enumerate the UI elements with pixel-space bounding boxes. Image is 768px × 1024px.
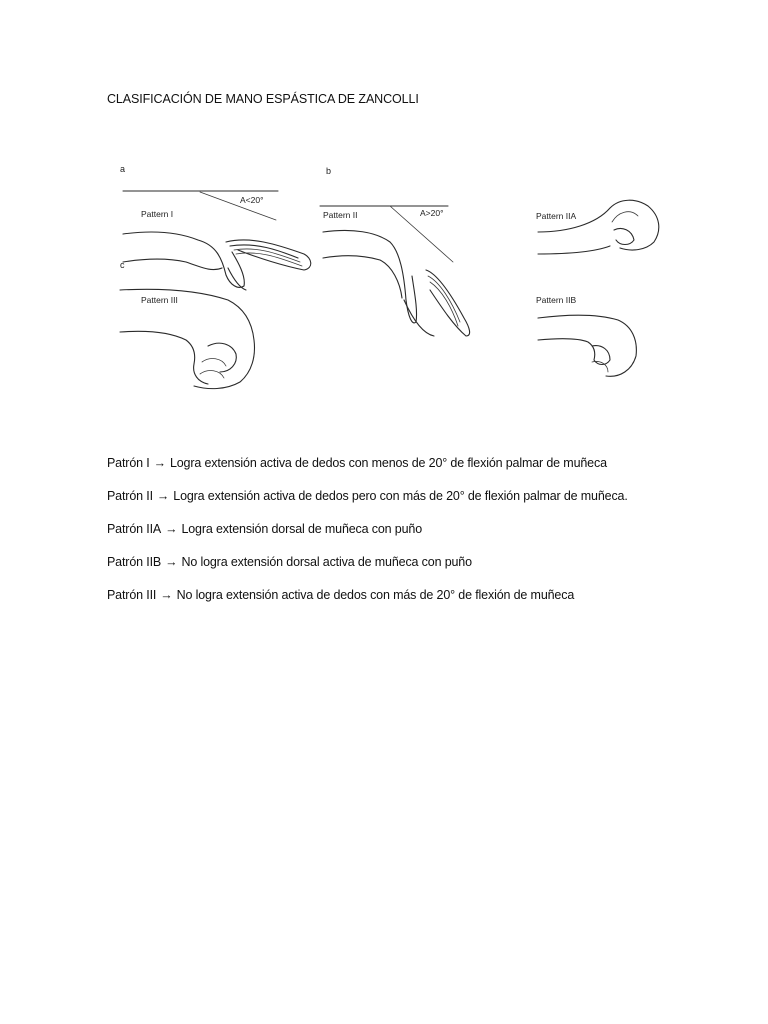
pattern-description: No logra extensión dorsal activa de muñeca con puño bbox=[181, 555, 472, 569]
pattern-name: Patrón II bbox=[107, 489, 153, 503]
arrow-icon: → bbox=[160, 588, 173, 602]
pattern-2b-label: Pattern IIB bbox=[536, 295, 577, 305]
hand-drawing-pattern-2 bbox=[323, 230, 470, 336]
pattern-3-label: Pattern III bbox=[141, 295, 178, 305]
arrow-icon: → bbox=[156, 489, 170, 503]
hand-drawing-pattern-1 bbox=[123, 232, 311, 290]
page-title: CLASIFICACIÓN DE MANO ESPÁSTICA DE ZANCOLLI bbox=[107, 92, 419, 106]
pattern-item-3 bbox=[107, 588, 727, 621]
angle-line-a bbox=[200, 192, 276, 220]
pattern-item-1 bbox=[107, 456, 727, 489]
pattern-1-label: Pattern I bbox=[141, 209, 174, 219]
pattern-description: No logra extensión activa de dedos con más de 20° de flexión de muñeca bbox=[176, 588, 575, 602]
zancolli-figure bbox=[108, 150, 668, 410]
hand-drawing-pattern-2b bbox=[538, 315, 636, 376]
pattern-2-label: Pattern II bbox=[323, 210, 358, 220]
angle-label-a: A<20° bbox=[240, 195, 264, 205]
arrow-icon: → bbox=[165, 522, 178, 536]
pattern-item-2b bbox=[107, 555, 727, 588]
pattern-description: Logra extensión activa de dedos con menos de 20° de flexión palmar de muñeca bbox=[169, 456, 607, 470]
pattern-description: Logra extensión dorsal de muñeca con puño bbox=[181, 522, 423, 536]
pattern-item-2 bbox=[107, 489, 727, 522]
panel-letter-c: c bbox=[120, 260, 125, 270]
pattern-item-2a bbox=[107, 522, 727, 555]
arrow-icon: → bbox=[165, 555, 178, 569]
pattern-description: Logra extensión activa de dedos pero con más de 20° de flexión palmar de muñeca. bbox=[173, 489, 628, 503]
hand-drawing-pattern-2a bbox=[538, 200, 659, 254]
pattern-name: Patrón III bbox=[107, 588, 157, 602]
hand-illustrations bbox=[108, 150, 668, 410]
panel-letter-a: a bbox=[120, 164, 126, 174]
pattern-name: Patrón IIB bbox=[107, 555, 162, 569]
panel-letter-b: b bbox=[326, 166, 332, 176]
pattern-list bbox=[107, 456, 727, 621]
pattern-name: Patrón I bbox=[107, 456, 150, 470]
arrow-icon: → bbox=[153, 456, 166, 470]
pattern-2a-label: Pattern IIA bbox=[536, 211, 577, 221]
angle-label-b: A>20° bbox=[420, 208, 444, 218]
pattern-name: Patrón IIA bbox=[107, 522, 162, 536]
